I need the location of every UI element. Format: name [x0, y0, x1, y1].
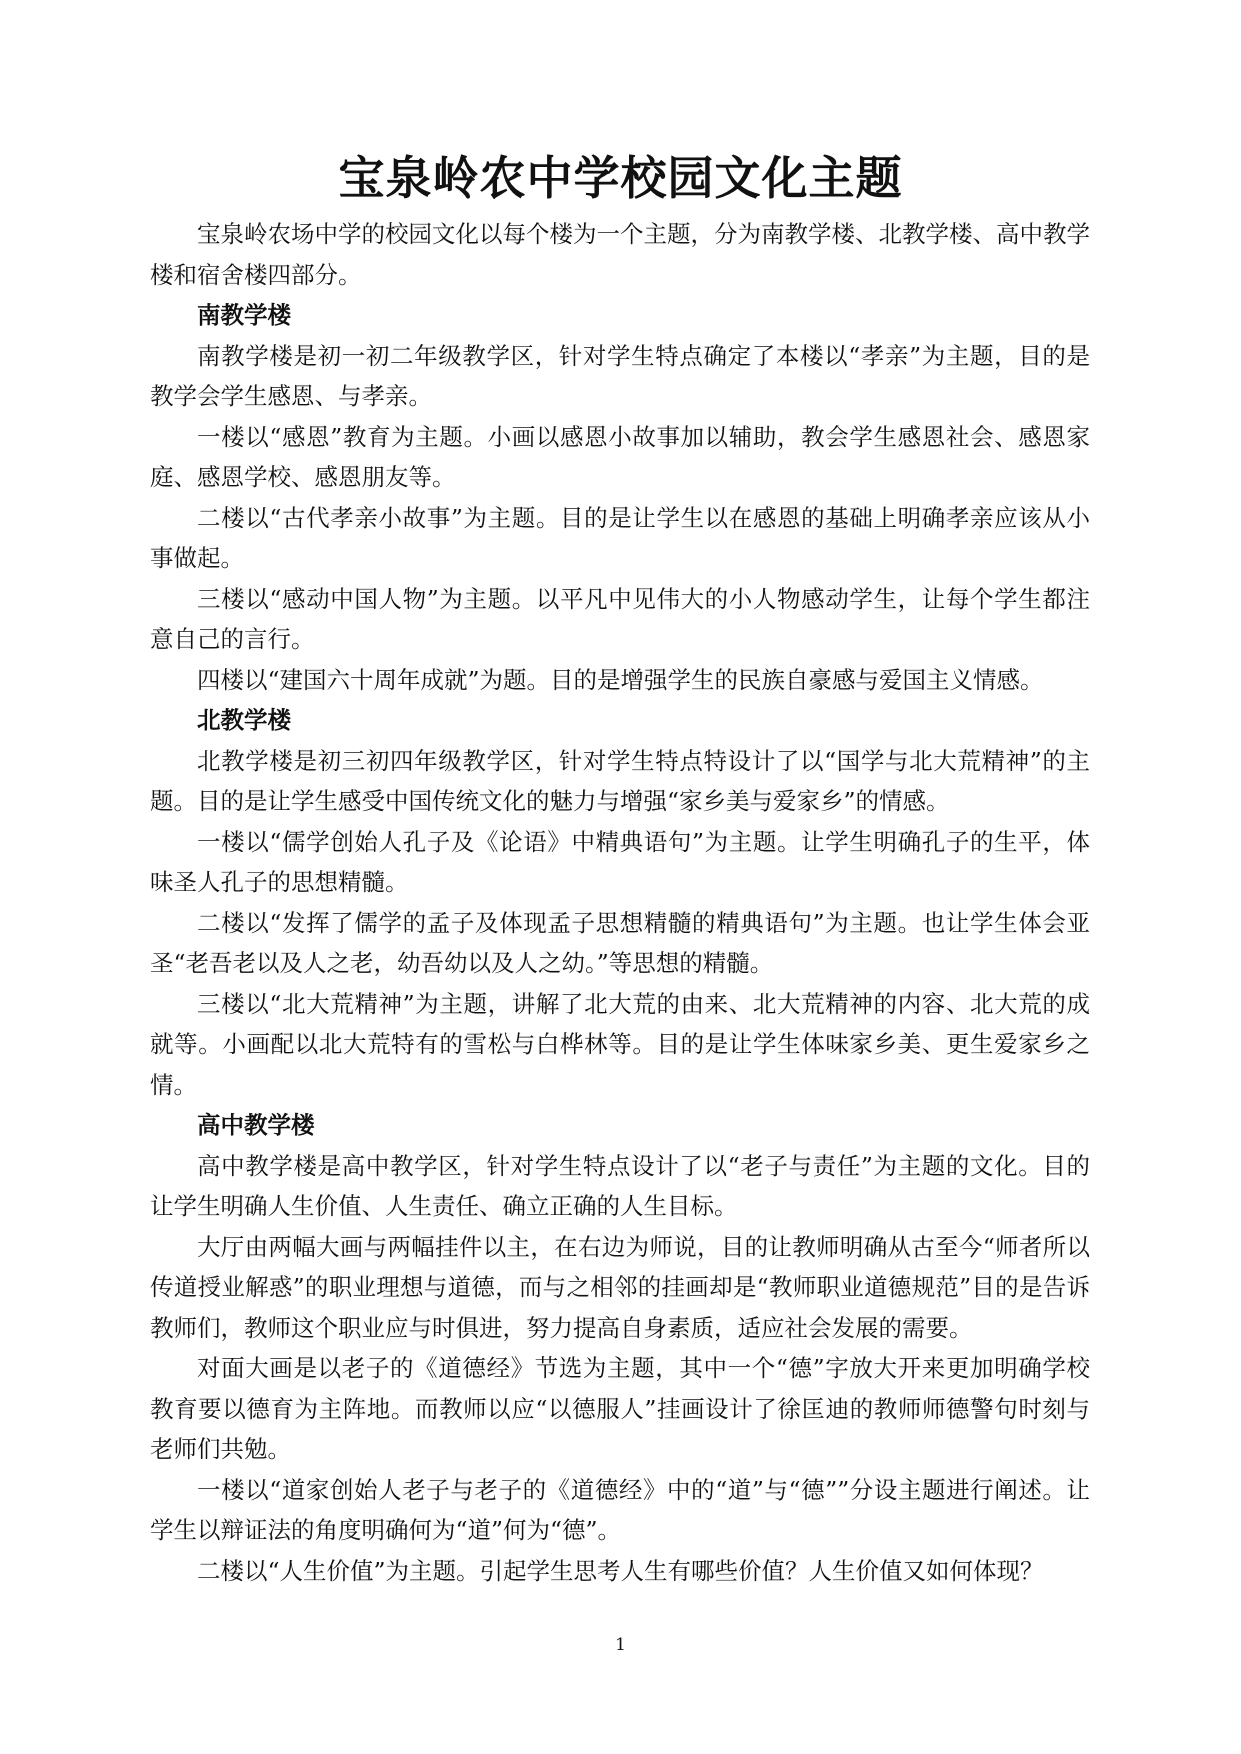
section-heading-north: 北教学楼: [197, 706, 291, 734]
paragraph: 一楼以“儒学创始人孔子及《论语》中精典语句”为主题。让学生明确孔子的生平，体味圣人孔子的思想精髓。: [150, 827, 1090, 896]
paragraph: 北教学楼是初三初四年级教学区，针对学生特点特设计了以“国学与北大荒精神”的主题。目的是让学生感受中国传统文化的魅力与增强“家乡美与爱家乡”的情感。: [150, 746, 1090, 815]
paragraph: 三楼以“北大荒精神”为主题，讲解了北大荒的由来、北大荒精神的内容、北大荒的成就等。小画配以北大荒特有的雪松与白桦林等。目的是让学生体味家乡美、更生爱家乡之情。: [150, 989, 1090, 1099]
paragraph: 大厅由两幅大画与两幅挂件以主，在右边为师说，目的让教师明确从古至今“师者所以传道授业解惑”的职业理想与道德，而与之相邻的挂画却是“教师职业道德规范”目的是告诉教师们，教师这个职业应与时俱进，努力提高自身素质，适应社会发展的需要。: [150, 1232, 1090, 1342]
paragraph: 南教学楼是初一初二年级教学区，针对学生特点确定了本楼以“孝亲”为主题，目的是教学会学生感恩、与孝亲。: [150, 341, 1090, 410]
document-title: 宝泉岭农中学校园文化主题: [338, 151, 903, 205]
paragraph: 二楼以“古代孝亲小故事”为主题。目的是让学生以在感恩的基础上明确孝亲应该从小事做起。: [150, 503, 1090, 572]
paragraph: 三楼以“感动中国人物”为主题。以平凡中见伟大的小人物感动学生，让每个学生都注意自己的言行。: [150, 584, 1090, 653]
page-number: 1: [615, 1635, 626, 1655]
paragraph: 四楼以“建国六十周年成就”为题。目的是增强学生的民族自豪感与爱国主义情感。: [197, 665, 1044, 694]
section-heading-highschool: 高中教学楼: [197, 1111, 315, 1139]
paragraph: 一楼以“感恩”教育为主题。小画以感恩小故事加以辅助，教会学生感恩社会、感恩家庭、感恩学校、感恩朋友等。: [150, 422, 1090, 491]
paragraph: 一楼以“道家创始人老子与老子的《道德经》中的“道”与“德””分设主题进行阐述。让学生以辩证法的角度明确何为“道”何为“德”。: [150, 1475, 1090, 1544]
document-body: [150, 214, 1090, 1591]
paragraph: 对面大画是以老子的《道德经》节选为主题，其中一个“德”字放大开来更加明确学校教育要以德育为主阵地。而教师以应“以德服人”挂画设计了徐匡迪的教师师德警句时刻与老师们共勉。: [150, 1354, 1090, 1463]
section-heading-south: 南教学楼: [197, 301, 291, 329]
paragraph: 二楼以“发挥了儒学的孟子及体现孟子思想精髓的精典语句”为主题。也让学生体会亚圣“老吾老以及人之老，幼吾幼以及人之幼。”等思想的精髓。: [150, 908, 1090, 977]
paragraph: 高中教学楼是高中教学区，针对学生特点设计了以“老子与责任”为主题的文化。目的让学生明确人生价值、人生责任、确立正确的人生目标。: [150, 1151, 1090, 1220]
paragraph: 二楼以“人生价值”为主题。引起学生思考人生有哪些价值？人生价值又如何体现？: [197, 1556, 1044, 1585]
intro-paragraph: 宝泉岭农场中学的校园文化以每个楼为一个主题，分为南教学楼、北教学楼、高中教学楼和宿舍楼四部分。: [150, 220, 1090, 289]
